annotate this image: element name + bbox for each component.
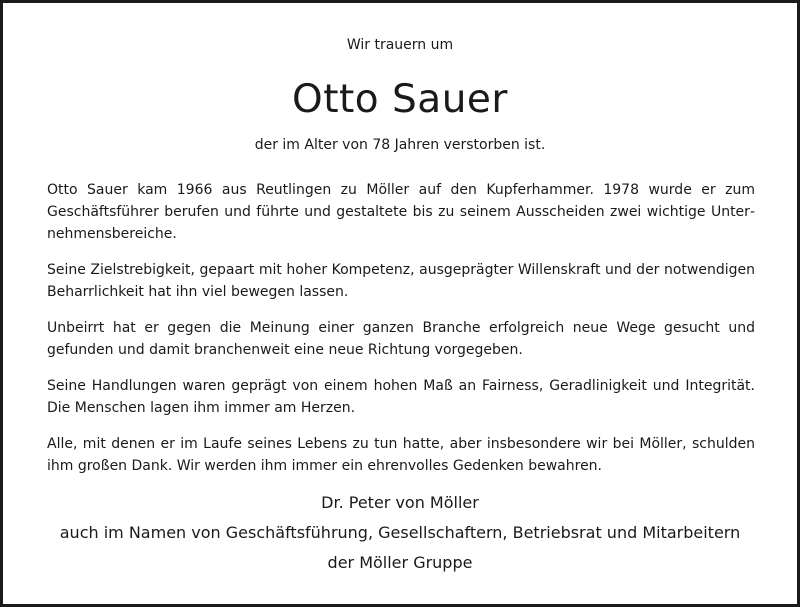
signer-name: Dr. Peter von Möller (321, 493, 479, 512)
paragraph-innovation: Unbeirrt hat er gegen die Meinung einer ganzen Branche erfolgreich neue Wege gesucht und gefunden und damit branchenweit eine neue Richtung vorgegeben. (47, 320, 755, 358)
deceased-name: Otto Sauer (292, 77, 508, 122)
paragraph-career: Otto Sauer kam 1966 aus Reutlingen zu Möller auf den Kupferhammer. 1978 wurde er zum Geschäftsführer berufen und führte und gestaltete bis zu seinem Ausscheiden zwei wichtige Unternehmensbereiche. (47, 182, 755, 242)
company-name: der Möller Gruppe (327, 553, 473, 572)
on-behalf-line: auch im Namen von Geschäftsführung, Gesellschaftern, Betriebsrat und Mitarbeitern (59, 523, 741, 542)
signature-block (3, 488, 797, 578)
notice-body (47, 179, 755, 491)
paragraph-character: Seine Zielstrebigkeit, gepaart mit hoher Kompetenz, ausgeprägter Willenskraft und der notwendigen Beharrlichkeit hat ihn viel bewegen lassen. (47, 262, 755, 300)
paragraph-gratitude: Alle, mit denen er im Laufe seines Lebens zu tun hatte, aber insbesondere wir bei Möller, schulden ihm großen Dank. Wir werden ihm immer ein ehrenvolles Gedenken bewahren. (47, 436, 755, 474)
intro-line: Wir trauern um (346, 37, 454, 53)
paragraph-integrity: Seine Handlungen waren geprägt von einem hohen Maß an Fairness, Geradlinigkeit und Integrität. Die Menschen lagen ihm immer am Herzen. (47, 378, 755, 416)
age-line: der im Alter von 78 Jahren verstorben ist. (254, 137, 546, 153)
